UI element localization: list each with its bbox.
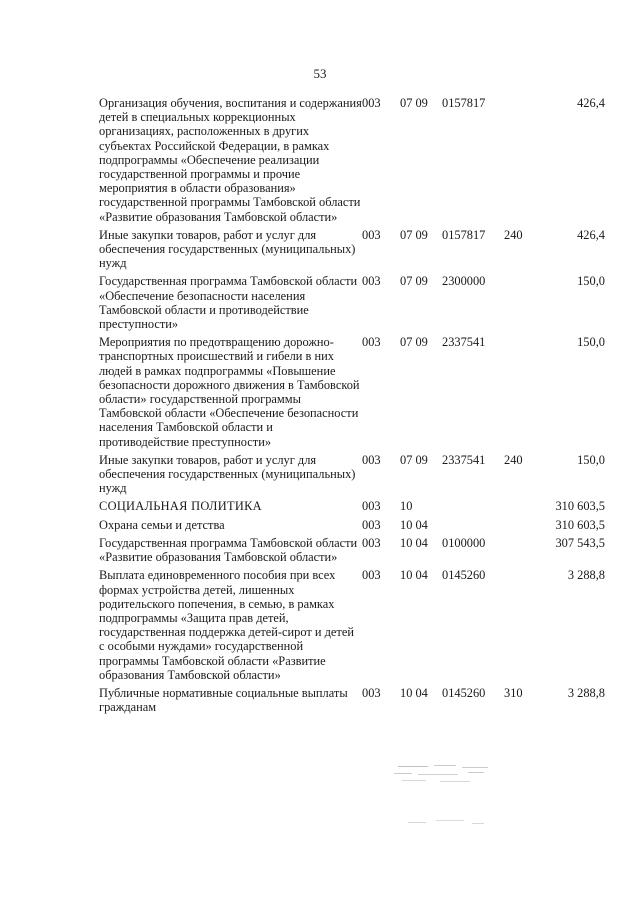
row-expense-type [504,518,537,532]
table-row [99,536,605,564]
row-ved: 003 [362,227,381,242]
row-ved: 003 [362,274,381,289]
row-target-article: 2300000 [442,274,486,289]
row-ved: 003 [362,568,381,583]
row-name: Иные закупки товаров, работ и услуг для обеспечения государственных (муниципальных) нужд [99,452,356,496]
table-row [99,686,605,714]
row-name: Государственная программа Тамбовской области «Развитие образования Тамбовской области» [99,535,358,565]
row-section: 07 09 [400,274,428,289]
row-name: Охрана семьи и детства [99,517,225,532]
row-target-article: 0157817 [442,96,486,110]
row-name: Выплата единовременного пособия при всех формах устройства детей, лишенных родительского попечения, в семью, в рамках подпрограммы «Защита прав детей, государственная поддержка детей-сирот и детей с особыми нуждами» государственной программы Тамбовской области «Развитие образования Тамбовской области» [99,568,354,682]
table-row [99,335,605,449]
table-row [99,518,605,532]
row-expense-type: 240 [504,452,523,467]
row-expense-type [504,499,537,513]
row-expense-type [504,274,537,331]
table-row [99,96,605,224]
row-name: Мероприятия по предотвращению дорожно-транспортных происшествий и гибели в них людей в рамках подпрограммы «Повышение безопасности дорожного движения в Тамбовской области» государственной программы Тамбовской области «Обеспечение безопасности населения Тамбовской области и противодействие преступности» [99,335,360,449]
row-name: Государственная программа Тамбовской области «Обеспечение безопасности населения Тамбовской области и противодействие преступности» [99,274,358,332]
row-target-article: 0157817 [442,227,486,242]
row-sum: 3 288,8 [567,685,605,700]
row-sum: 426,4 [577,96,605,110]
row-section: 07 09 [400,96,428,110]
budget-table [99,96,605,714]
row-target-article: 2337541 [442,452,486,467]
row-ved: 003 [362,517,381,532]
row-name: Организация обучения, воспитания и содержания детей в специальных коррекционных организациях, расположенных в других субъектах Российской Федерации, в рамках подпрограммы «Обеспечение реализации государственной программы и прочие мероприятия в области образования» государственной программы Тамбовской области «Развитие образования Тамбовской области» [99,96,362,224]
row-name: Публичные нормативные социальные выплаты гражданам [99,685,348,715]
row-ved: 003 [362,499,381,514]
row-sum: 310 603,5 [555,499,605,514]
row-expense-type: 310 [504,685,523,700]
row-sum: 426,4 [577,227,605,242]
row-target-article: 0145260 [442,685,486,700]
table-row [99,568,605,682]
row-target-article: 0145260 [442,568,486,583]
row-section: 10 [400,499,413,514]
row-sum: 150,0 [577,452,605,467]
row-section: 10 04 [400,685,428,700]
row-expense-type [504,568,537,682]
row-section: 07 09 [400,452,428,467]
row-sum: 307 543,5 [555,535,605,550]
row-target-article: 0100000 [442,535,486,550]
row-ved: 003 [362,452,381,467]
row-section: 10 04 [400,535,428,550]
row-sum: 150,0 [577,274,605,289]
row-expense-type [504,335,537,449]
row-ved: 003 [362,96,381,110]
row-sum: 310 603,5 [555,517,605,532]
page-number: 53 [313,66,327,81]
row-section: 10 04 [400,517,428,532]
table-row [99,499,605,513]
row-ved: 003 [362,685,381,700]
row-expense-type [504,536,537,564]
row-target-article: 2337541 [442,335,486,350]
row-ved: 003 [362,535,381,550]
row-expense-type [504,96,537,224]
row-target-article [442,518,504,532]
row-ved: 003 [362,335,381,350]
table-row [99,274,605,331]
row-section: 07 09 [400,335,428,350]
table-row [99,228,605,271]
row-section: 07 09 [400,227,428,242]
scan-noise-marks [388,762,504,832]
row-section: 10 04 [400,568,428,583]
row-name: Иные закупки товаров, работ и услуг для обеспечения государственных (муниципальных) нужд [99,227,356,271]
row-target-article [442,499,504,513]
row-sum: 150,0 [577,335,605,350]
section-title: СОЦИАЛЬНАЯ ПОЛИТИКА [99,499,262,514]
table-row [99,453,605,496]
row-expense-type: 240 [504,227,523,242]
row-sum: 3 288,8 [567,568,605,583]
